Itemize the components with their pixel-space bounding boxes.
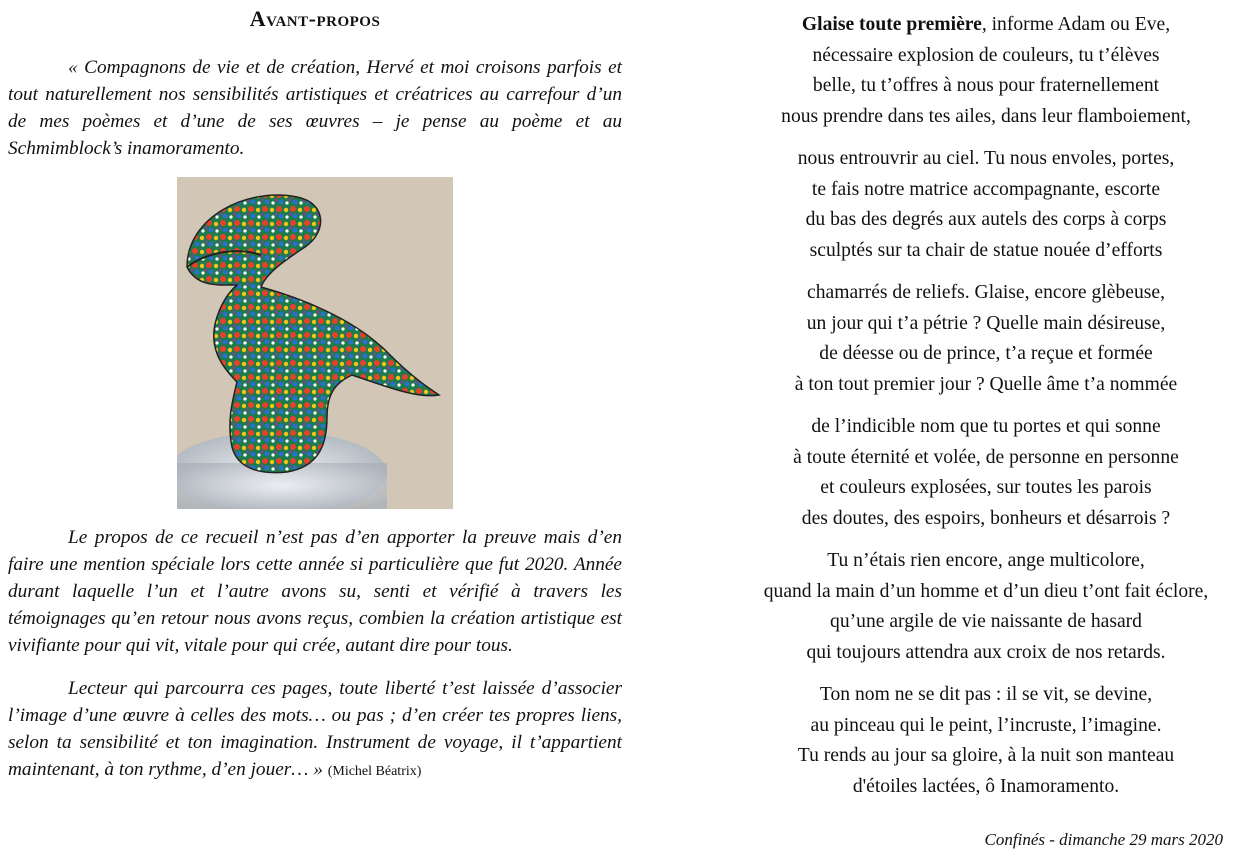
poem-line: Tu rends au jour sa gloire, à la nuit son manteau [797,745,1175,766]
poem-line [700,10,1257,41]
poem-line: nous entrouvrir au ciel. Tu nous envoles, portes, [797,148,1175,169]
poem-opening-bold: Glaise toute première [801,14,982,35]
poem-line: et couleurs explosées, sur toutes les parois [820,477,1152,498]
poem-stanza [700,412,1257,534]
foreword-column [8,6,622,785]
foreword-paragraph-1: « Compagnons de vie et de création, Hervé et moi croisons parfois et tout naturellement nos sensibilités artistiques et créatrices au carrefour d’un de mes poèmes et d’une de ses œuvres – je pense au poème et au Schmimblock’s inamoramento. [8,57,622,159]
poem-column [700,10,1257,814]
poem-line: un jour qui t’a pétrie ? Quelle main désireuse, [806,312,1166,334]
poem-line: Tu n’étais rien encore, ange multicolore, [827,550,1145,571]
poem-line: du bas des degrés aux autels des corps à corps [805,209,1167,230]
poem-line: nécessaire explosion de couleurs, tu t’élèves [812,44,1160,66]
poem-line: qui toujours attendra aux croix de nos retards. [806,641,1166,663]
foreword-paragraph-2: Le propos de ce recueil n’est pas d’en apporter la preuve mais d’en faire une mention spéciale lors cette année si particulière que fut 2020. Année durant laquelle l’un et l’autre avons su, senti et vérifié à travers les témoignages qu’en retour nous avons reçus, combien la création artistique est vivifiante pour qui vit, vitale pour qui crée, autant dire pour tous. [8,527,622,656]
poem-stanza [700,10,1257,132]
poem-line: au pinceau qui le peint, l’incruste, l’imagine. [810,714,1162,736]
poem-line: de l’indicible nom que tu portes et qui sonne [811,416,1161,437]
poem-line: à ton tout premier jour ? Quelle âme t’a nommée [794,373,1178,395]
poem-line: d'étoiles lactées, ô Inamoramento. [852,775,1120,797]
foreword-title: Avant-propos [249,6,381,31]
poem-stanza [700,278,1257,400]
foreword-paragraph-3-text: Lecteur qui parcourra ces pages, toute liberté t’est laissée d’associer l’image d’une œuvre à celles des mots… ou pas ; d’en créer tes propres liens, selon ta sensibilité et ton imagination. Instrument de voyage, il t’appartient maintenant, à ton rythme, d’en jouer… » [8,678,622,780]
poem-line: à toute éternité et volée, de personne en personne [793,446,1179,468]
poem-line: te fais notre matrice accompagnante, escorte [811,178,1161,200]
poem-line: de déesse ou de prince, t’a reçue et formée [819,343,1153,364]
sculpture-image [177,177,453,509]
poem-line: belle, tu t’offres à nous pour fraternellement [812,75,1160,96]
poem-line: quand la main d’un homme et d’un dieu t’ont fait éclore, [763,580,1209,602]
poem-line: des doutes, des espoirs, bonheurs et désarrois ? [801,507,1171,529]
foreword-paragraph-3 [8,675,622,785]
poem-line: Ton nom ne se dit pas : il se vit, se devine, [819,684,1153,705]
poem-dateline: Confinés - dimanche 29 mars 2020 [984,830,1223,849]
poem-stanza [700,680,1257,802]
poem-line: qu’une argile de vie naissante de hasard [830,611,1142,632]
poem-line: nous prendre dans tes ailes, dans leur flamboiement, [781,105,1191,127]
poem-stanza [700,144,1257,266]
poem-line: sculptés sur ta chair de statue nouée d’efforts [809,239,1163,261]
author-signature: (Michel Béatrix) [327,764,422,779]
poem-stanza [700,546,1257,668]
sculpture-photo [177,177,453,509]
poem-line-text: , informe Adam ou Eve, [981,14,1171,35]
poem-line: chamarrés de reliefs. Glaise, encore glèbeuse, [807,282,1165,303]
